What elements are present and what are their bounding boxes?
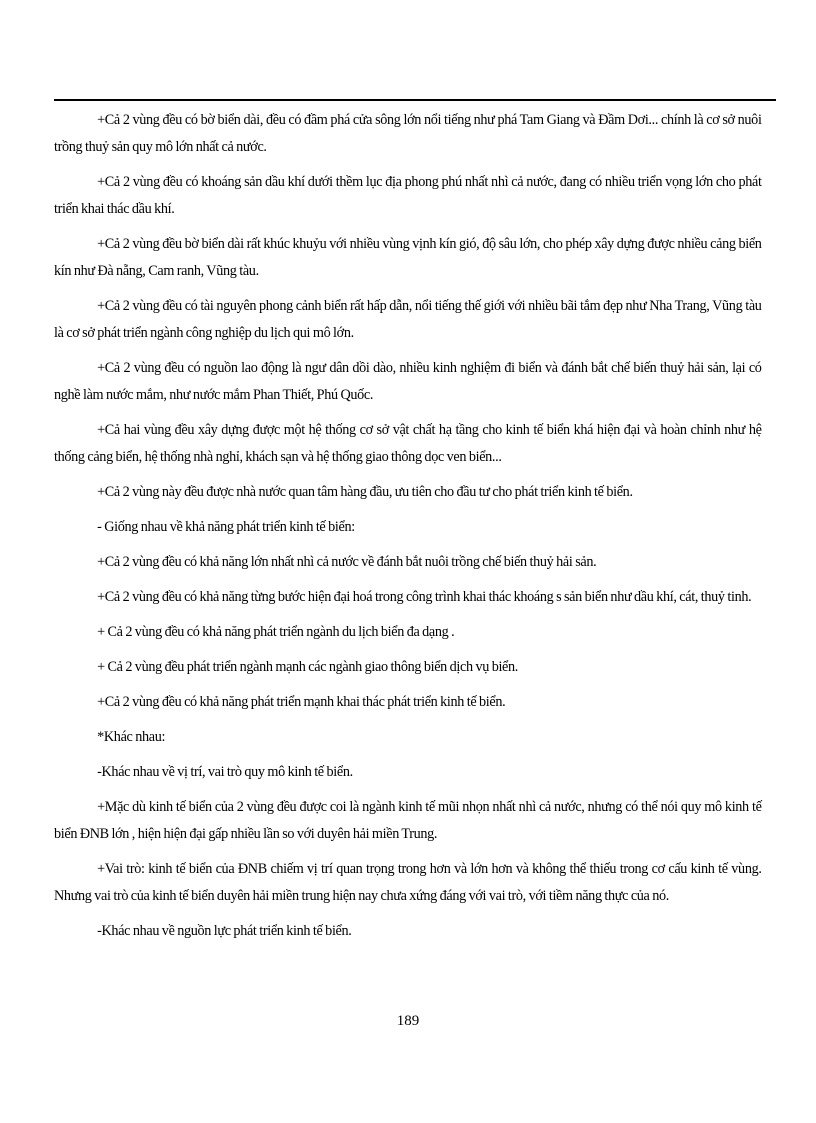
paragraph: +Cả hai vùng đều xây dựng được một hệ thống cơ sở vật chất hạ tầng cho kinh tế biển khá hiện đại và hoàn chỉnh như hệ thống cảng biển, hệ thống nhà nghỉ, khách sạn và hệ thống giao thông dọc ven biển... (54, 422, 762, 465)
paragraph: +Cả 2 vùng đều có khả năng lớn nhất nhì cả nước về đánh bắt nuôi trồng chế biến thuỷ hải sản. (97, 554, 597, 570)
paragraph: +Cả 2 vùng đều có nguồn lao động là ngư dân dồi dào, nhiều kinh nghiệm đi biển và đánh bắt chế biến thuỷ hải sản, lại có nghề làm nước mắm, như nước mắm Phan Thiết, Phú Quốc. (54, 360, 762, 403)
document-body (54, 107, 776, 953)
paragraph: - Giống nhau về khả năng phát triển kinh tế biển: (97, 519, 355, 535)
paragraph: -Khác nhau về vị trí, vai trò quy mô kinh tế biển. (97, 764, 353, 780)
paragraph: +Vai trò: kinh tế biển của ĐNB chiếm vị trí quan trọng trong hơn và lớn hơn và không thể thiếu trong cơ cấu kinh tế vùng. Nhưng vai trò của kinh tế biển duyên hải miền trung hiện nay chưa xứng đáng với vai trò, với tiềm năng thực của nó. (54, 861, 762, 904)
paragraph: +Cả 2 vùng đều có bờ biển dài, đều có đầm phá cửa sông lớn nổi tiếng như phá Tam Giang và Đầm Dơi... chính là cơ sở nuôi trồng thuỷ sản quy mô lớn nhất cả nước. (54, 112, 762, 155)
page-number: 189 (396, 1013, 420, 1029)
paragraph: +Cả 2 vùng đều có tài nguyên phong cảnh biển rất hấp dẫn, nổi tiếng thế giới với nhiều bãi tắm đẹp như Nha Trang, Vũng tàu là cơ sở phát triển ngành công nghiệp du lịch qui mô lớn. (54, 298, 762, 341)
paragraph: +Cả 2 vùng đều có khoáng sản dầu khí dưới thềm lục địa phong phú nhất nhì cả nước, đang có nhiều triển vọng lớn cho phát triển khai thác dầu khí. (54, 174, 762, 217)
header-rule (54, 99, 776, 101)
section-heading: *Khác nhau: (97, 729, 166, 745)
paragraph: +Mặc dù kinh tế biển của 2 vùng đều được coi là ngành kinh tế mũi nhọn nhất nhì cả nước, nhưng có thể nói quy mô kinh tế biển ĐNB lớn , hiện hiện đại gấp nhiều lần so với duyên hải miền Trung. (54, 799, 762, 842)
paragraph: +Cả 2 vùng này đều được nhà nước quan tâm hàng đầu, ưu tiên cho đầu tư cho phát triển kinh tế biển. (97, 484, 633, 500)
paragraph: +Cả 2 vùng đều có khả năng từng bước hiện đại hoá trong công trình khai thác khoáng s sản biển như dầu khí, cát, thuỷ tinh. (97, 589, 752, 605)
paragraph: + Cả 2 vùng đều phát triển ngành mạnh các ngành giao thông biển dịch vụ biển. (97, 659, 518, 675)
paragraph: -Khác nhau về nguồn lực phát triển kinh tế biển. (97, 923, 352, 939)
paragraph: +Cả 2 vùng đều có khả năng phát triển mạnh khai thác phát triển kinh tế biển. (97, 694, 506, 710)
paragraph: + Cả 2 vùng đều có khả năng phát triển ngành du lịch biển đa dạng . (97, 624, 455, 640)
paragraph: +Cả 2 vùng đều bờ biển dài rất khúc khuỷu với nhiều vùng vịnh kín gió, độ sâu lớn, cho phép xây dựng được nhiều cảng biển kín như Đà nẵng, Cam ranh, Vũng tàu. (54, 236, 762, 279)
